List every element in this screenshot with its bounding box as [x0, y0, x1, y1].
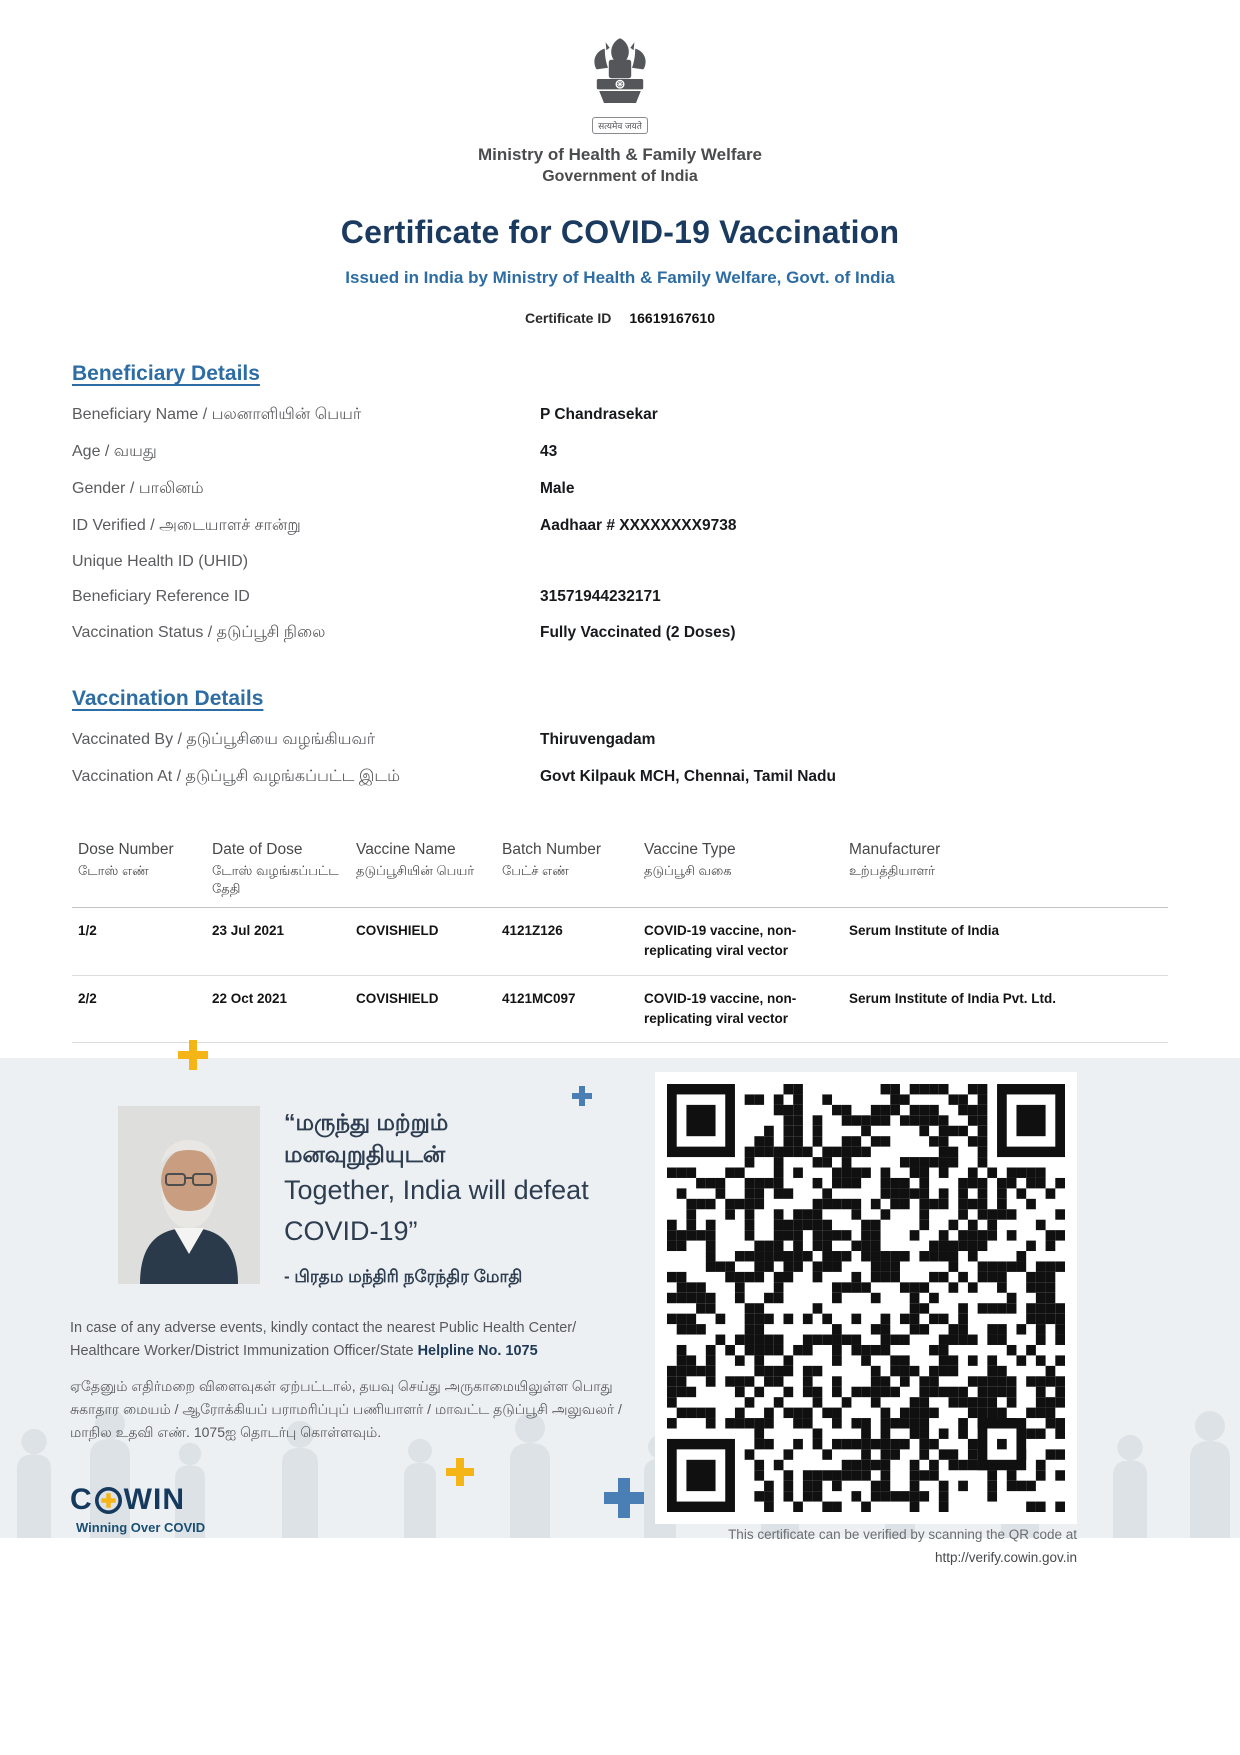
- cell-manufacturer: Serum Institute of India: [849, 923, 1000, 939]
- field-row-beneficiary-name: [72, 396, 1168, 433]
- col-dose-number: Dose Number டோஸ் எண்: [78, 841, 174, 878]
- cell-date-of-dose: 22 Oct 2021: [212, 990, 288, 1006]
- field-value: 43: [540, 442, 558, 460]
- certificate-id: [0, 310, 1240, 326]
- field-label: Beneficiary Reference ID: [72, 587, 250, 605]
- plus-decoration-blue-large: [604, 1478, 644, 1518]
- beneficiary-details-heading: Beneficiary Details: [72, 362, 260, 385]
- certificate-id-value: 16619167610: [629, 310, 715, 326]
- field-value: Thiruvengadam: [540, 730, 656, 748]
- field-value: Govt Kilpauk MCH, Chennai, Tamil Nadu: [540, 767, 836, 785]
- field-label: Beneficiary Name / பலனாளியின் பெயர்: [72, 405, 362, 423]
- dose-row-2: [72, 976, 1168, 1044]
- ministry-name: Ministry of Health & Family Welfare: [477, 145, 763, 164]
- cowin-logo: [70, 1483, 655, 1535]
- field-label: Vaccinated By / தடுப்பூசியை வழங்கியவர்: [72, 730, 376, 748]
- qr-code-image: [667, 1084, 1065, 1512]
- cell-vaccine-type: COVID-19 vaccine, non-replicating viral vector: [644, 923, 797, 959]
- field-label: Gender / பாலினம்: [72, 479, 204, 497]
- pm-portrait-photo: [118, 1106, 260, 1284]
- cowin-letters-win: WIN: [123, 1483, 185, 1517]
- cell-vaccine-name: COVISHIELD: [356, 990, 439, 1006]
- field-label: Unique Health ID (UHID): [72, 552, 249, 570]
- cell-manufacturer: Serum Institute of India Pvt. Ltd.: [849, 990, 1057, 1006]
- certificate-header: [0, 0, 1240, 326]
- col-date-of-dose: Date of Dose டோஸ் வழங்கப்பட்ட தேதி: [212, 841, 339, 896]
- cell-batch-number: 4121MC097: [502, 990, 576, 1006]
- field-value: Aadhaar # XXXXXXXX9738: [540, 516, 737, 534]
- field-value: 31571944232171: [540, 587, 661, 605]
- pm-quote-text: [284, 1106, 589, 1289]
- plus-decoration-gold: [178, 1040, 208, 1070]
- adverse-events-advisory-tamil: ஏதேனும் எதிர்மறை விளைவுகள் ஏற்பட்டால், தயவு செய்து அருகாமையிலுள்ள பொது சுகாதார மையம் / ஆரோக்கியப் பராமரிப்புப் பணியாளர் / மாவட்ட தடுப்பூசி அலுவலர் / மாநில உதவி எண். 1075ஐ தொடர்பு கொள்ளவும்.: [70, 1378, 622, 1440]
- field-row-uhid: [72, 544, 1168, 579]
- certificate-id-label: Certificate ID: [524, 310, 612, 326]
- verification-note: [728, 1524, 1077, 1570]
- field-value: Fully Vaccinated (2 Doses): [540, 623, 736, 641]
- field-value: P Chandrasekar: [540, 405, 658, 423]
- government-name: Government of India: [542, 168, 698, 185]
- col-vaccine-name: Vaccine Name தடுப்பூசியின் பெயர்: [356, 841, 475, 878]
- footer-left-column: [70, 1058, 655, 1535]
- field-row-id-verified: [72, 507, 1168, 544]
- details-section: [0, 362, 1240, 795]
- verify-url-link[interactable]: http://verify.cowin.gov.in: [934, 1549, 1077, 1565]
- quote-line-tamil-2: மனவுறுதியுடன்: [284, 1141, 446, 1168]
- cell-vaccine-name: COVISHIELD: [356, 923, 439, 939]
- field-row-vaccinated-by: [72, 721, 1168, 758]
- vaccination-details-heading: Vaccination Details: [72, 687, 264, 710]
- helpline-number: Helpline No. 1075: [417, 1342, 538, 1359]
- cell-date-of-dose: 23 Jul 2021: [212, 923, 285, 939]
- col-manufacturer: Manufacturer உற்பத்தியாளர்: [849, 841, 941, 878]
- field-row-age: [72, 433, 1168, 470]
- cell-dose-number: 1/2: [78, 923, 97, 939]
- quote-line-english-2: COVID-19”: [284, 1215, 418, 1246]
- quote-line-english-1: Together, India will defeat: [284, 1175, 589, 1206]
- field-row-vaccination-at: [72, 758, 1168, 795]
- dose-row-1: [72, 908, 1168, 976]
- field-row-gender: [72, 470, 1168, 507]
- certificate-subtitle: Issued in India by Ministry of Health & Family Welfare, Govt. of India: [345, 268, 895, 287]
- adverse-events-advisory-english: In case of any adverse events, kindly contact the nearest Public Health Center/ Healthcare Worker/District Immunization Officer/State Helpline No. 1075: [70, 1320, 577, 1359]
- cowin-plus-icon: [95, 1487, 122, 1514]
- certificate-title: Certificate for COVID-19 Vaccination: [340, 214, 900, 250]
- field-row-reference-id: [72, 579, 1168, 614]
- cowin-tagline: Winning Over COVID: [76, 1520, 206, 1536]
- field-label: ID Verified / அடையாளச் சான்று: [72, 516, 301, 534]
- cowin-letter-c: C: [70, 1483, 93, 1517]
- cell-dose-number: 2/2: [78, 990, 97, 1006]
- emblem-motto: सत्यमेव जयते: [592, 117, 648, 134]
- col-vaccine-type: Vaccine Type தடுப்பூசி வகை: [644, 841, 736, 878]
- pm-quote-block: [118, 1106, 655, 1289]
- field-value: Male: [540, 479, 575, 497]
- dose-table-header: [72, 841, 1168, 908]
- plus-decoration-blue-small: [572, 1086, 592, 1106]
- verify-text: This certificate can be verified by scanning the QR code at: [728, 1527, 1077, 1542]
- col-batch-number: Batch Number பேட்ச் எண்: [502, 841, 602, 878]
- field-label: Vaccination At / தடுப்பூசி வழங்கப்பட்ட இடம்: [72, 767, 400, 785]
- plus-decoration-gold-2: [446, 1458, 474, 1486]
- field-row-vaccination-status: [72, 614, 1168, 651]
- field-label: Age / வயது: [72, 442, 157, 460]
- dose-table: [72, 841, 1168, 1043]
- quote-line-tamil-1: “மருந்து மற்றும்: [284, 1109, 449, 1135]
- footer-band: [0, 1058, 1240, 1538]
- national-emblem-icon: [588, 36, 652, 114]
- cell-batch-number: 4121Z126: [502, 923, 563, 939]
- qr-code: [655, 1072, 1077, 1524]
- cell-vaccine-type: COVID-19 vaccine, non-replicating viral vector: [644, 990, 797, 1026]
- field-label: Vaccination Status / தடுப்பூசி நிலை: [72, 623, 326, 641]
- quote-attribution: - பிரதம மந்திரி நரேந்திர மோதி: [284, 1267, 523, 1287]
